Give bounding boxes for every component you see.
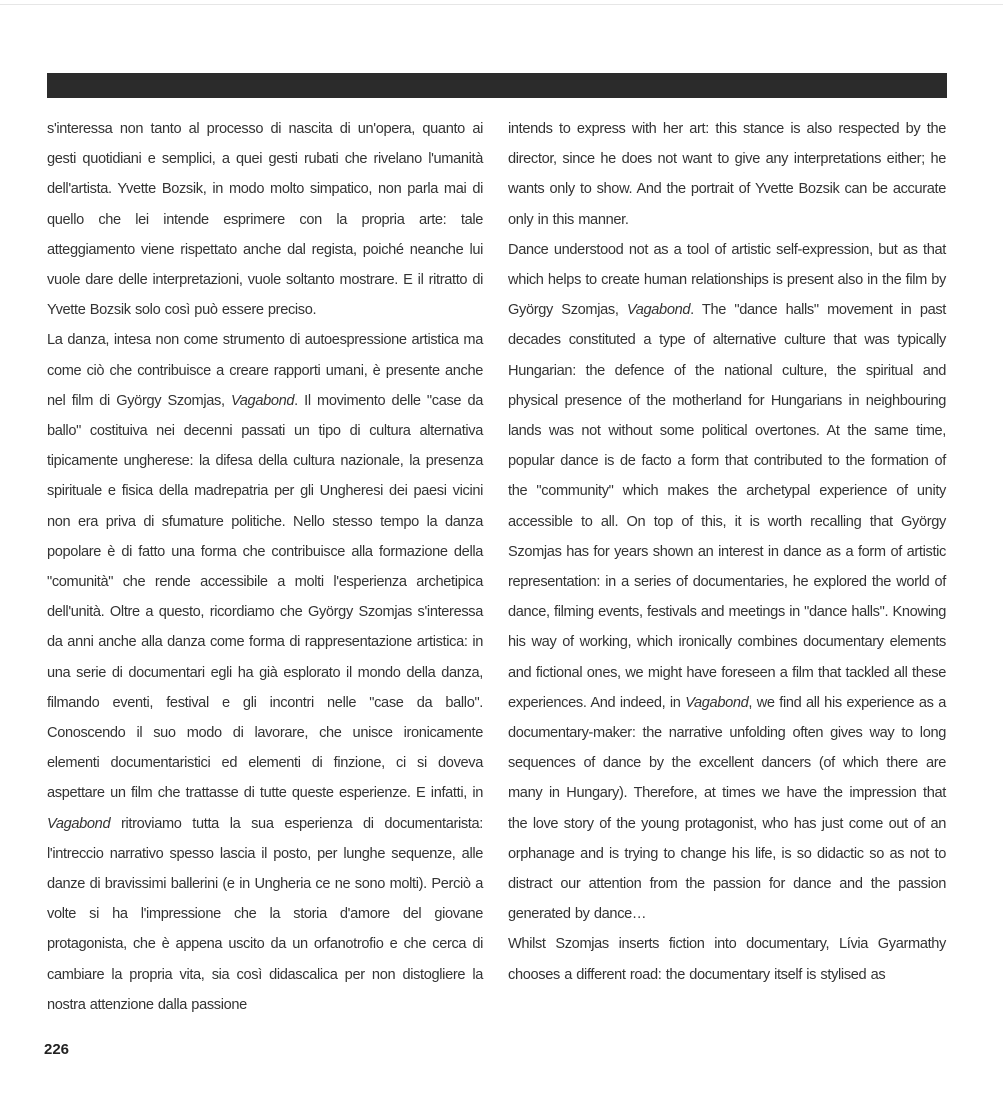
italian-paragraph-2-part-c: ritroviamo tutta la sua esperienza di documentarista: l'intreccio narrativo spesso lascia il posto, per lunghe sequenze, alle danze di bravissimi ballerini (e in Ungheria ce ne sono molti). Perciò a volte si ha l'impressione che la storia d'amore del giovane protagonista, che è appena uscito da un orfanotrofio e che cerca di cambiare la propria vita, sia così didascalica per non distogliere la nostra attenzione dalla passione: [47, 815, 483, 1013]
header-bar: [47, 73, 947, 98]
italian-paragraph-2: [47, 325, 483, 1020]
english-paragraph-2-part-b: . The "dance halls" movement in past decades constituted a type of alternative culture that was typically Hungarian: the defence of the national culture, the spiritual and physical presence of the motherland for Hungarians in neighbouring lands was not without some political overtones. At the same time, popular dance is de facto a form that contributed to the formation of the "community" which makes the archetypal experience of unity accessible to all. On top of this, it is worth recalling that György Szomjas has for years shown an interest in dance as a form of artistic representation: in a series of documentaries, he explored the world of dance, filming events, festivals and meetings in "dance halls". Knowing his way of working, which ironically combines documentary elements and fictional ones, we might have foreseen a film that tackled all these experiences. And indeed, in: [508, 302, 946, 711]
film-title-vagabond: Vagabond: [47, 815, 111, 832]
italian-paragraph-2-part-a: La danza, intesa non come strumento di autoespressione artistica ma come ciò che contribuisce a creare rapporti umani, è presente anche nel film di György Szomjas,: [47, 332, 483, 409]
italian-paragraph-2-part-b: . Il movimento delle "case da ballo" costituiva nei decenni passati un tipo di cultura alternativa tipicamente ungherese: la difesa della cultura nazionale, la presenza spirituale e fisica della madrepatria per gli Ungheresi dei paesi vicini non era priva di sfumature politiche. Nello stesso tempo la danza popolare è di fatto una forma che contribuisce alla formazione della "comunità" che rende accessibile a molti l'esperienza archetipica dell'unità. Oltre a questo, ricordiamo che György Szomjas s'interessa da anni anche alla danza come forma di rappresentazione artistica: in una serie di documentari egli ha già esplorato il mondo della danza, filmando eventi, festival e gli incontri nelle "case da ballo". Conoscendo il suo modo di lavorare, che unisce ironicamente elementi documentaristici ed elementi di finzione, ci si doveva aspettare un film che trattasse di tutte queste esperienze. E infatti, in: [47, 392, 483, 802]
film-title-vagabond: Vagabond: [685, 694, 749, 711]
film-title-vagabond: Vagabond: [230, 392, 295, 409]
english-text-column: [508, 114, 946, 990]
film-title-vagabond: Vagabond: [626, 302, 691, 319]
italian-paragraph-1: s'interessa non tanto al processo di nascita di un'opera, quanto ai gesti quotidiani e semplici, a quei gesti rubati che rivelano l'umanità dell'artista. Yvette Bozsik, in modo molto simpatico, non parla mai di quello che lei intende esprimere con la propria arte: tale atteggiamento viene rispettato anche dal regista, poiché neanche lui vuole dare delle interpretazioni, vuole soltanto mostrare. E il ritratto di Yvette Bozsik solo così può essere preciso.: [47, 121, 483, 319]
english-paragraph-1: intends to express with her art: this stance is also respected by the director, since he does not want to give any interpretations either; he wants only to show. And the portrait of Yvette Bozsik can be accurate only in this manner.: [508, 121, 946, 228]
italian-text-column: [47, 114, 483, 1020]
english-paragraph-2: [508, 235, 946, 930]
top-page-rule: [0, 4, 1003, 5]
english-paragraph-3: Whilst Szomjas inserts fiction into documentary, Lívia Gyarmathy chooses a different road: the documentary itself is stylised as: [508, 936, 946, 983]
english-paragraph-2-part-c: , we find all his experience as a documentary-maker: the narrative unfolding often gives way to long sequences of dance by the excellent dancers (of which there are many in Hungary). Therefore, at times we have the impression that the love story of the young protagonist, who has just come out of an orphanage and is trying to change his life, is so didactic so as not to distract our attention from the passion for dance and the passion generated by dance…: [508, 694, 946, 923]
page-number: 226: [44, 1041, 70, 1058]
english-paragraph-2-part-a: Dance understood not as a tool of artistic self-expression, but as that which helps to create human relationships is present also in the film by György Szomjas,: [508, 241, 946, 319]
